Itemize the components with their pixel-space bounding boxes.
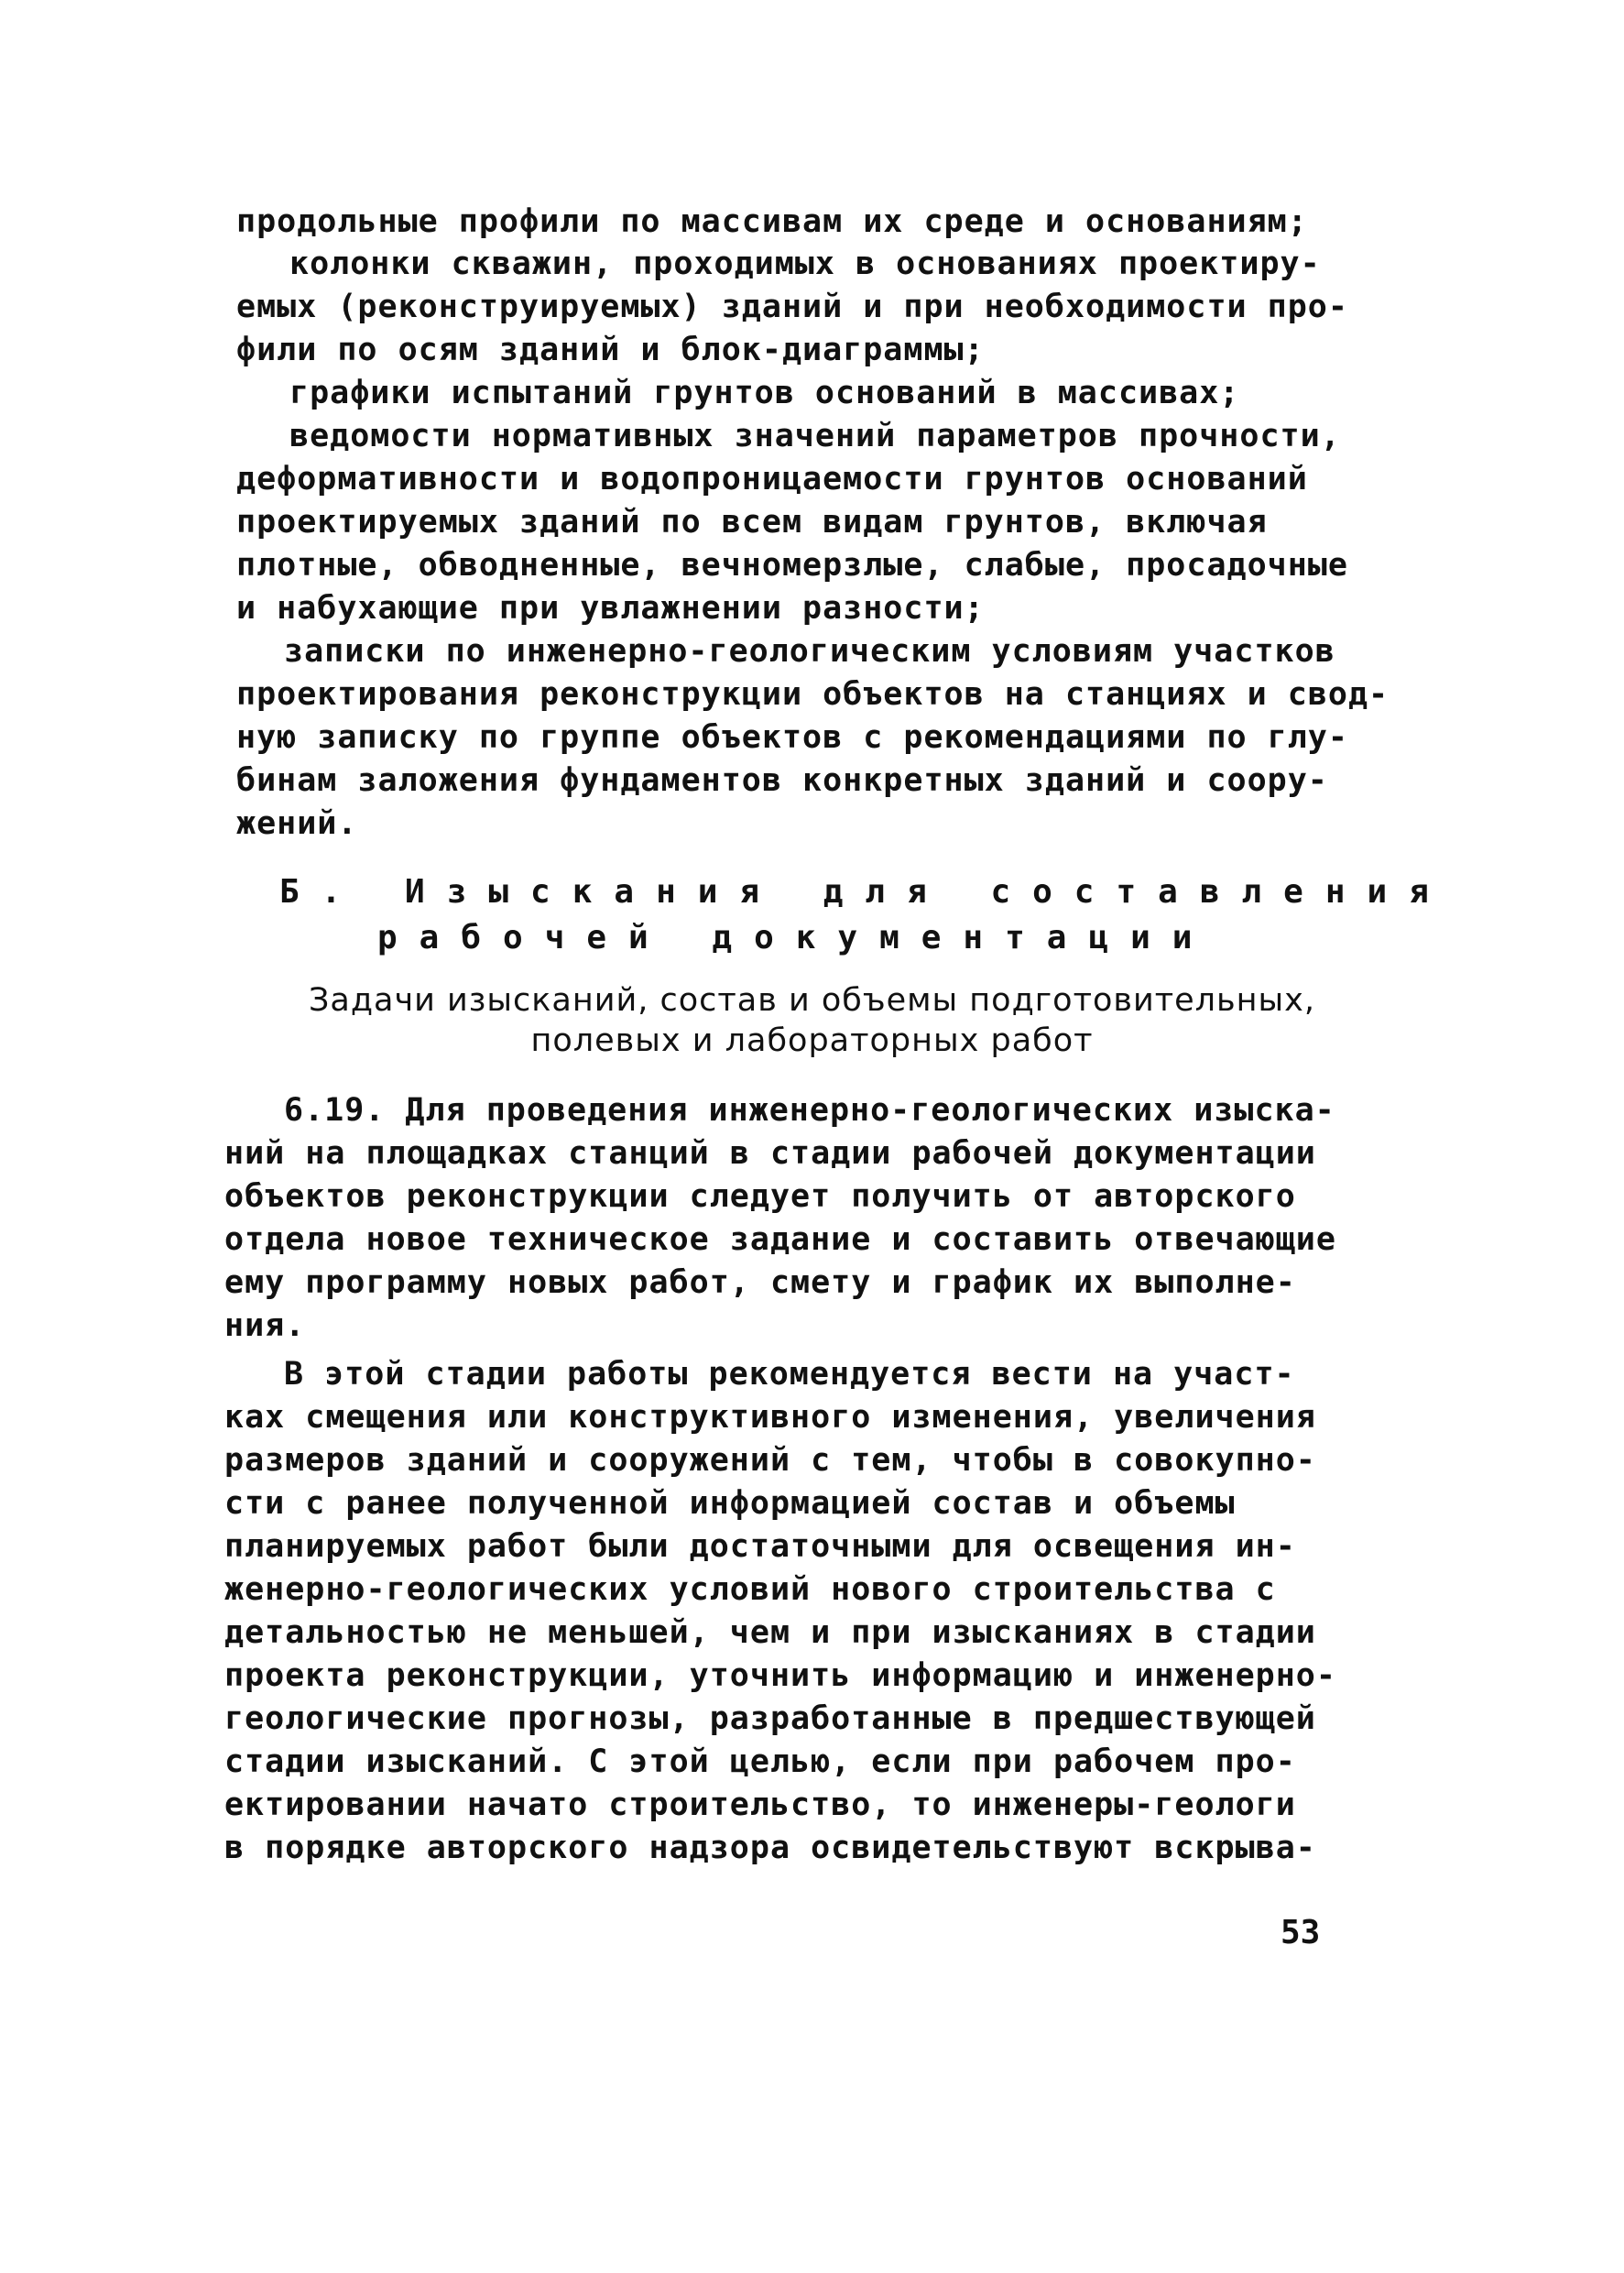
list-line: фили по осям зданий и блок-диаграммы; (236, 332, 985, 368)
subheading: Задачи изысканий, состав и объемы подготовительных, (308, 982, 1316, 1019)
list-line: ведомости нормативных значений параметров прочности, (289, 418, 1341, 454)
list-line: плотные, обводненные, вечномерзлые, слабые, просадочные (236, 547, 1348, 584)
list-line: проектируемых зданий по всем видам грунтов, включая (236, 504, 1268, 541)
paragraph-line: в порядке авторского надзора освидетельствуют вскрыва- (224, 1830, 1316, 1866)
section-heading: рабочей документации (377, 919, 1215, 956)
paragraph-line: ках смещения или конструктивного изменения, увеличения (224, 1399, 1316, 1436)
page-number: 53 (1281, 1914, 1321, 1951)
paragraph-line: детальностью не меньшей, чем и при изысканиях в стадии (224, 1614, 1316, 1651)
list-line: записки по инженерно-геологическим условиям участков (284, 633, 1335, 670)
list-line: деформативности и водопроницаемости грунтов оснований (236, 461, 1308, 497)
paragraph-line: женерно-геологических условий нового строительства с (224, 1571, 1276, 1608)
list-line: продольные профили по массивам их среде и основаниям; (236, 203, 1308, 240)
paragraph-line: отдела новое техническое задание и составить отвечающие (224, 1221, 1336, 1258)
list-line: и набухающие при увлажнении разности; (236, 590, 985, 627)
list-line: жений. (236, 805, 358, 842)
list-line: проектирования реконструкции объектов на станциях и свод- (236, 676, 1390, 713)
paragraph-line: проекта реконструкции, уточнить информацию и инженерно- (224, 1657, 1336, 1694)
list-line: графики испытаний грунтов оснований в массивах; (289, 375, 1240, 411)
paragraph-line: В этой стадии работы рекомендуется вести на участ- (284, 1356, 1295, 1393)
list-line: емых (реконструируемых) зданий и при необходимости про- (236, 289, 1348, 325)
paragraph-line: планируемых работ были достаточными для освещения ин- (224, 1528, 1296, 1565)
paragraph-line: ния. (224, 1307, 306, 1344)
paragraph-line: ектировании начато строительство, то инженеры-геологи (224, 1787, 1296, 1823)
list-line: ную записку по группе объектов с рекомендациями по глу- (236, 719, 1348, 756)
paragraph-line: объектов реконструкции следует получить от авторского (224, 1178, 1296, 1215)
paragraph-line: геологические прогнозы, разработанные в предшествующей (224, 1700, 1316, 1737)
paragraph-line: сти с ранее полученной информацией состав и объемы (224, 1485, 1236, 1522)
section-heading: Б. Изыскания для составления (279, 873, 1451, 911)
paragraph-line: стадии изысканий. С этой целью, если при рабочем про- (224, 1743, 1296, 1780)
paragraph-line: размеров зданий и сооружений с тем, чтобы в совокупно- (224, 1442, 1316, 1479)
list-line: бинам заложения фундаментов конкретных зданий и соору- (236, 762, 1328, 799)
paragraph-line: ему программу новых работ, смету и график их выполне- (224, 1264, 1296, 1301)
list-line: колонки скважин, проходимых в основаниях проектиру- (289, 246, 1321, 282)
paragraph-line: 6.19. Для проведения инженерно-геологических изыска- (284, 1092, 1335, 1129)
subheading: полевых и лабораторных работ (530, 1022, 1094, 1059)
paragraph-line: ний на площадках станций в стадии рабочей документации (224, 1135, 1316, 1172)
